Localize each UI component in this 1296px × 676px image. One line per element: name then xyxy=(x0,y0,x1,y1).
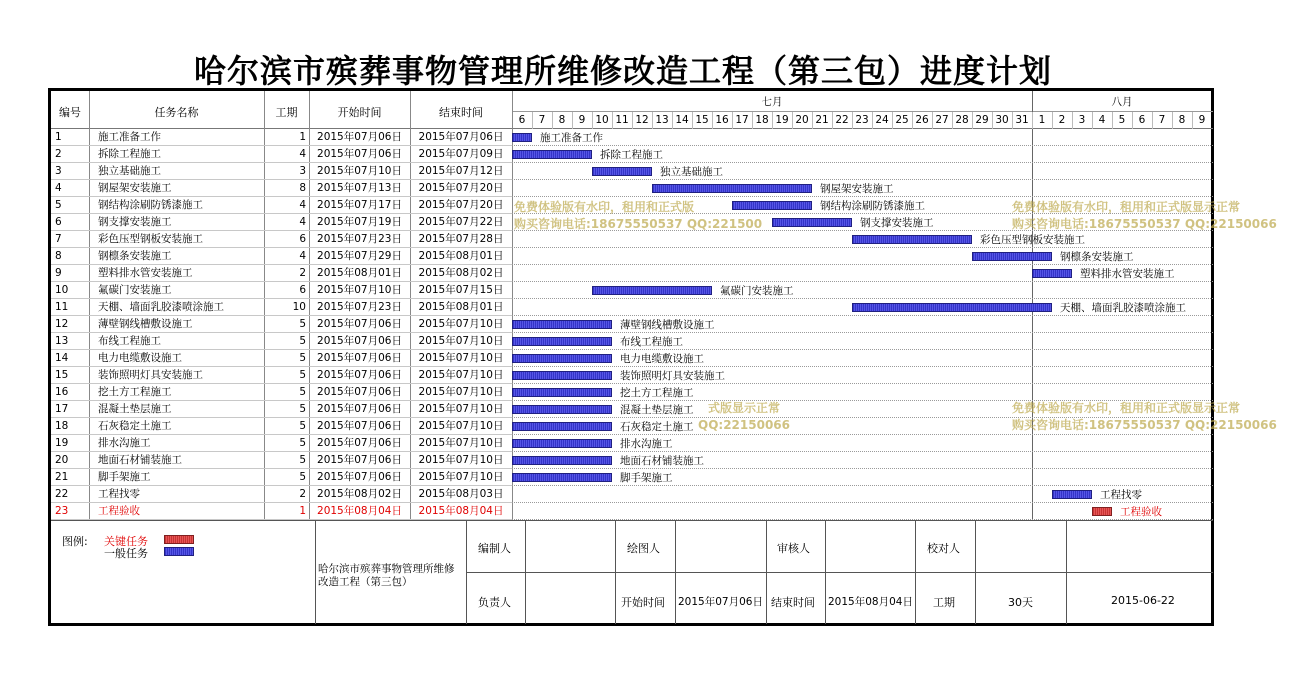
gantt-row-divider xyxy=(512,434,1213,435)
footer-start-value: 2015年07月06日 xyxy=(678,596,763,608)
task-name: 独立基础施工 xyxy=(98,165,161,177)
task-id: 3 xyxy=(55,165,62,177)
gantt-row-divider xyxy=(512,502,1213,503)
task-id: 6 xyxy=(55,216,62,228)
task-bar[interactable] xyxy=(512,320,612,329)
month-august: 八月 xyxy=(1111,96,1133,108)
day-number: 17 xyxy=(735,114,749,126)
day-number: 12 xyxy=(635,114,649,126)
task-duration: 5 xyxy=(299,386,306,398)
day-divider xyxy=(612,112,613,129)
legend-critical-swatch xyxy=(164,535,194,544)
task-id: 7 xyxy=(55,233,62,245)
gantt-row-divider xyxy=(512,451,1213,452)
task-end: 2015年08月02日 xyxy=(418,267,504,279)
day-divider xyxy=(872,112,873,129)
task-duration: 2 xyxy=(299,267,306,279)
day-number: 10 xyxy=(595,114,609,126)
day-divider xyxy=(812,112,813,129)
watermark-text: 式版显示正常 xyxy=(708,401,781,415)
task-duration: 6 xyxy=(299,233,306,245)
task-start: 2015年07月29日 xyxy=(317,250,402,262)
day-number: 25 xyxy=(895,114,909,126)
task-id: 19 xyxy=(55,437,69,449)
task-id: 21 xyxy=(55,471,69,483)
task-duration: 4 xyxy=(299,216,306,228)
task-name: 拆除工程施工 xyxy=(98,148,161,160)
task-bar[interactable] xyxy=(512,150,592,159)
gantt-row-divider xyxy=(512,468,1213,469)
task-name: 钢屋架安装施工 xyxy=(98,182,172,194)
gantt-row-divider xyxy=(512,332,1213,333)
day-number: 23 xyxy=(855,114,869,126)
footer-editor-label: 编制人 xyxy=(478,542,511,555)
watermark-text: 免费体验版有水印，租用和正式版显示正常 xyxy=(1012,200,1241,214)
day-divider xyxy=(752,112,753,129)
task-id: 13 xyxy=(55,335,69,347)
day-number: 13 xyxy=(655,114,669,126)
footer-reviewer-label: 审核人 xyxy=(777,542,810,555)
day-divider xyxy=(1152,112,1153,129)
task-bar[interactable] xyxy=(512,337,612,346)
task-end: 2015年07月12日 xyxy=(418,165,504,177)
day-number: 29 xyxy=(975,114,989,126)
task-start: 2015年07月23日 xyxy=(317,301,402,313)
task-id: 15 xyxy=(55,369,69,381)
day-divider xyxy=(1172,112,1173,129)
day-number: 8 xyxy=(558,114,566,126)
day-number: 24 xyxy=(875,114,889,126)
task-duration: 4 xyxy=(299,199,306,211)
task-name: 钢结构涂刷防锈漆施工 xyxy=(98,199,203,211)
task-name: 薄壁钢线槽敷设施工 xyxy=(98,318,193,330)
day-divider xyxy=(632,112,633,129)
watermark-text: 购买咨询电话:18675550537 QQ:22150066 xyxy=(1012,217,1277,231)
task-end: 2015年07月10日 xyxy=(418,471,504,483)
task-start: 2015年07月06日 xyxy=(317,352,402,364)
gantt-row-divider xyxy=(512,383,1213,384)
day-divider xyxy=(932,112,933,129)
task-duration: 4 xyxy=(299,148,306,160)
task-duration: 3 xyxy=(299,165,306,177)
task-start: 2015年08月04日 xyxy=(317,505,402,517)
header-end: 结束时间 xyxy=(439,106,483,119)
task-bar-label: 钢屋架安装施工 xyxy=(820,183,894,195)
task-name: 彩色压型钢板安装施工 xyxy=(98,233,203,245)
task-duration: 1 xyxy=(299,505,306,517)
task-name: 工程找零 xyxy=(98,488,140,500)
task-id: 16 xyxy=(55,386,69,398)
day-number: 6 xyxy=(518,114,526,126)
day-divider xyxy=(592,112,593,129)
day-divider xyxy=(712,112,713,129)
task-bar-label: 排水沟施工 xyxy=(620,438,673,450)
watermark-text: 购买咨询电话:18675550537 QQ:22150066 xyxy=(1012,418,1277,432)
task-bar-label: 工程找零 xyxy=(1100,489,1142,501)
task-bar[interactable] xyxy=(512,405,612,414)
task-bar[interactable] xyxy=(512,473,612,482)
task-id: 20 xyxy=(55,454,69,466)
day-divider xyxy=(1112,112,1113,129)
task-duration: 5 xyxy=(299,369,306,381)
task-name: 塑料排水管安装施工 xyxy=(98,267,193,279)
day-divider xyxy=(772,112,773,129)
day-number: 3 xyxy=(1078,114,1086,126)
task-name: 施工准备工作 xyxy=(98,131,161,143)
day-number: 6 xyxy=(1138,114,1146,126)
day-divider xyxy=(992,112,993,129)
day-number: 14 xyxy=(675,114,689,126)
task-duration: 1 xyxy=(299,131,306,143)
task-start: 2015年07月06日 xyxy=(317,403,402,415)
task-id: 9 xyxy=(55,267,62,279)
day-number: 19 xyxy=(775,114,789,126)
day-number: 11 xyxy=(615,114,629,126)
task-start: 2015年07月06日 xyxy=(317,471,402,483)
gantt-row-divider xyxy=(512,196,1213,197)
task-start: 2015年07月19日 xyxy=(317,216,402,228)
task-name: 脚手架施工 xyxy=(98,471,151,483)
task-bar-label: 石灰稳定土施工 xyxy=(620,421,694,433)
task-duration: 5 xyxy=(299,471,306,483)
task-start: 2015年07月06日 xyxy=(317,454,402,466)
task-id: 22 xyxy=(55,488,69,500)
footer-project-name: 哈尔滨市殡葬事物管理所维修改造工程（第三包） xyxy=(318,563,455,588)
legend-label: 图例: xyxy=(62,535,88,548)
task-bar-label: 挖土方工程施工 xyxy=(620,387,694,399)
task-duration: 5 xyxy=(299,352,306,364)
task-duration: 5 xyxy=(299,454,306,466)
day-divider xyxy=(852,112,853,129)
task-name: 地面石材铺装施工 xyxy=(98,454,182,466)
gantt-row-divider xyxy=(512,145,1213,146)
task-duration: 5 xyxy=(299,335,306,347)
task-duration: 5 xyxy=(299,318,306,330)
task-duration: 5 xyxy=(299,403,306,415)
task-bar[interactable] xyxy=(512,354,612,363)
day-number: 1 xyxy=(1038,114,1046,126)
task-duration: 10 xyxy=(292,301,306,313)
task-bar-label: 工程验收 xyxy=(1120,506,1162,518)
footer-drawer-label: 绘图人 xyxy=(627,542,660,555)
day-divider xyxy=(1012,112,1013,129)
day-number: 30 xyxy=(995,114,1009,126)
gantt-row-divider xyxy=(512,162,1213,163)
day-divider xyxy=(732,112,733,129)
day-divider xyxy=(792,112,793,129)
day-number: 5 xyxy=(1118,114,1126,126)
task-bar[interactable] xyxy=(772,218,852,227)
task-start: 2015年07月10日 xyxy=(317,284,402,296)
day-number: 26 xyxy=(915,114,929,126)
day-divider xyxy=(892,112,893,129)
task-name: 石灰稳定土施工 xyxy=(98,420,172,432)
task-bar-label: 塑料排水管安装施工 xyxy=(1080,268,1175,280)
day-number: 2 xyxy=(1058,114,1066,126)
day-number: 20 xyxy=(795,114,809,126)
legend-normal-label: 一般任务 xyxy=(104,547,148,560)
task-end: 2015年08月03日 xyxy=(418,488,504,500)
task-bar-label: 脚手架施工 xyxy=(620,472,673,484)
task-bar-label: 氟碳门安装施工 xyxy=(720,285,794,297)
task-id: 5 xyxy=(55,199,62,211)
task-duration: 4 xyxy=(299,250,306,262)
task-bar[interactable] xyxy=(512,422,612,431)
gantt-row-divider xyxy=(512,349,1213,350)
task-end: 2015年08月04日 xyxy=(418,505,504,517)
task-bar-label: 彩色压型钢板安装施工 xyxy=(980,234,1085,246)
day-number: 15 xyxy=(695,114,709,126)
task-duration: 6 xyxy=(299,284,306,296)
task-start: 2015年07月06日 xyxy=(317,318,402,330)
day-divider xyxy=(532,112,533,129)
task-duration: 2 xyxy=(299,488,306,500)
task-name: 钢檩条安装施工 xyxy=(98,250,172,262)
task-bar-label: 电力电缆敷设施工 xyxy=(620,353,704,365)
day-divider xyxy=(1052,112,1053,129)
task-bar-label: 独立基础施工 xyxy=(660,166,723,178)
gantt-row-divider xyxy=(512,366,1213,367)
task-id: 8 xyxy=(55,250,62,262)
task-start: 2015年07月06日 xyxy=(317,148,402,160)
task-end: 2015年08月01日 xyxy=(418,301,504,313)
task-id: 11 xyxy=(55,301,69,313)
task-end: 2015年07月20日 xyxy=(418,199,504,211)
day-divider xyxy=(1132,112,1133,129)
task-bar[interactable] xyxy=(972,252,1052,261)
day-number: 22 xyxy=(835,114,849,126)
task-bar-label: 钢支撑安装施工 xyxy=(860,217,934,229)
task-name: 天棚、墙面乳胶漆喷涂施工 xyxy=(98,301,224,313)
task-bar-label: 薄壁钢线槽敷设施工 xyxy=(620,319,715,331)
day-number: 28 xyxy=(955,114,969,126)
task-name: 氟碳门安装施工 xyxy=(98,284,172,296)
task-start: 2015年08月01日 xyxy=(317,267,402,279)
gantt-row-divider xyxy=(512,264,1213,265)
task-name: 装饰照明灯具安装施工 xyxy=(98,369,203,381)
day-number: 9 xyxy=(1198,114,1206,126)
day-number: 7 xyxy=(538,114,546,126)
header-task-name: 任务名称 xyxy=(154,106,199,119)
task-name: 工程验收 xyxy=(98,505,140,517)
task-id: 14 xyxy=(55,352,69,364)
task-bar[interactable] xyxy=(512,371,612,380)
day-number: 9 xyxy=(578,114,586,126)
day-number: 16 xyxy=(715,114,729,126)
task-start: 2015年07月06日 xyxy=(317,131,402,143)
task-bar[interactable] xyxy=(512,388,612,397)
legend-critical-label: 关键任务 xyxy=(104,535,148,548)
task-end: 2015年07月10日 xyxy=(418,386,504,398)
task-end: 2015年08月01日 xyxy=(418,250,504,262)
task-bar-label: 施工准备工作 xyxy=(540,132,603,144)
task-name: 布线工程施工 xyxy=(98,335,161,347)
task-bar[interactable] xyxy=(1032,269,1072,278)
task-start: 2015年07月10日 xyxy=(317,165,402,177)
footer-date-value: 2015-06-22 xyxy=(1111,594,1175,607)
day-number: 31 xyxy=(1015,114,1029,126)
task-bar[interactable] xyxy=(852,303,1052,312)
task-bar-label: 装饰照明灯具安装施工 xyxy=(620,370,725,382)
task-start: 2015年07月17日 xyxy=(317,199,402,211)
day-number: 27 xyxy=(935,114,949,126)
footer-duration-label: 工期 xyxy=(933,596,955,609)
gantt-row-divider xyxy=(512,485,1213,486)
task-start: 2015年07月06日 xyxy=(317,437,402,449)
day-divider xyxy=(692,112,693,129)
task-duration: 8 xyxy=(299,182,306,194)
day-divider xyxy=(652,112,653,129)
day-divider xyxy=(1092,112,1093,129)
watermark-text: 免费体验版有水印，租用和正式版显示正常 xyxy=(1012,401,1241,415)
task-id: 12 xyxy=(55,318,69,330)
day-divider xyxy=(952,112,953,129)
day-number: 8 xyxy=(1178,114,1186,126)
day-number: 18 xyxy=(755,114,769,126)
task-end: 2015年07月10日 xyxy=(418,437,504,449)
task-name: 挖土方工程施工 xyxy=(98,386,172,398)
task-id: 4 xyxy=(55,182,62,194)
task-bar[interactable] xyxy=(512,133,532,142)
gantt-row-divider xyxy=(512,281,1213,282)
watermark-text: 购买咨询电话:18675550537 QQ:221500 xyxy=(514,217,763,231)
task-id: 1 xyxy=(55,131,62,143)
watermark-text: 免费体验版有水印，租用和正式版 xyxy=(514,200,695,214)
task-bar[interactable] xyxy=(732,201,812,210)
day-number: 4 xyxy=(1098,114,1106,126)
day-divider xyxy=(972,112,973,129)
task-start: 2015年07月06日 xyxy=(317,335,402,347)
task-name: 电力电缆敷设施工 xyxy=(98,352,182,364)
day-divider xyxy=(1072,112,1073,129)
task-start: 2015年07月06日 xyxy=(317,369,402,381)
task-bar[interactable] xyxy=(652,184,812,193)
task-id: 17 xyxy=(55,403,69,415)
critical-task-bar[interactable] xyxy=(1092,507,1112,516)
task-end: 2015年07月22日 xyxy=(418,216,504,228)
task-bar[interactable] xyxy=(592,167,652,176)
task-end: 2015年07月20日 xyxy=(418,182,504,194)
task-start: 2015年07月23日 xyxy=(317,233,402,245)
day-divider xyxy=(552,112,553,129)
task-bar[interactable] xyxy=(512,439,612,448)
task-id: 23 xyxy=(55,505,69,517)
gantt-row-divider xyxy=(512,298,1213,299)
task-bar-label: 钢结构涂刷防锈漆施工 xyxy=(820,200,925,212)
footer-owner-label: 负责人 xyxy=(478,596,511,609)
task-duration: 5 xyxy=(299,420,306,432)
gantt-row-divider xyxy=(512,247,1213,248)
task-bar-label: 混凝土垫层施工 xyxy=(620,404,694,416)
day-divider xyxy=(572,112,573,129)
footer-end-label: 结束时间 xyxy=(771,596,815,609)
legend-normal-swatch xyxy=(164,547,194,556)
gantt-row-divider xyxy=(512,179,1213,180)
task-name: 混凝土垫层施工 xyxy=(98,403,172,415)
task-start: 2015年07月06日 xyxy=(317,420,402,432)
task-id: 10 xyxy=(55,284,69,296)
task-bar[interactable] xyxy=(512,456,612,465)
task-bar-label: 布线工程施工 xyxy=(620,336,683,348)
day-number: 7 xyxy=(1158,114,1166,126)
task-start: 2015年07月13日 xyxy=(317,182,402,194)
day-divider xyxy=(832,112,833,129)
task-bar-label: 钢檩条安装施工 xyxy=(1060,251,1134,263)
column-divider xyxy=(89,91,90,520)
task-end: 2015年07月15日 xyxy=(418,284,504,296)
day-divider xyxy=(1032,112,1033,129)
footer-end-value: 2015年08月04日 xyxy=(828,596,913,608)
task-start: 2015年08月02日 xyxy=(317,488,402,500)
task-end: 2015年07月10日 xyxy=(418,369,504,381)
header-id: 编号 xyxy=(59,106,81,119)
task-end: 2015年07月10日 xyxy=(418,318,504,330)
task-bar[interactable] xyxy=(592,286,712,295)
task-name: 排水沟施工 xyxy=(98,437,151,449)
day-divider xyxy=(672,112,673,129)
task-end: 2015年07月10日 xyxy=(418,420,504,432)
page-title: 哈尔滨市殡葬事物管理所维修改造工程（第三包）进度计划 xyxy=(193,52,1052,90)
gantt-row-divider xyxy=(512,315,1213,316)
task-bar-label: 地面石材铺装施工 xyxy=(620,455,704,467)
header-duration: 工期 xyxy=(275,106,298,119)
task-end: 2015年07月10日 xyxy=(418,335,504,347)
task-end: 2015年07月28日 xyxy=(418,233,504,245)
day-divider xyxy=(912,112,913,129)
task-bar[interactable] xyxy=(852,235,972,244)
task-end: 2015年07月09日 xyxy=(418,148,504,160)
task-end: 2015年07月10日 xyxy=(418,403,504,415)
footer-start-label: 开始时间 xyxy=(621,596,665,609)
task-bar-label: 拆除工程施工 xyxy=(600,149,663,161)
footer-duration-value: 30天 xyxy=(1008,596,1033,609)
day-number: 21 xyxy=(815,114,829,126)
watermark-text: QQ:22150066 xyxy=(698,418,790,432)
task-bar[interactable] xyxy=(1052,490,1092,499)
task-duration: 5 xyxy=(299,437,306,449)
footer-checker-label: 校对人 xyxy=(927,542,960,555)
task-start: 2015年07月06日 xyxy=(317,386,402,398)
task-id: 18 xyxy=(55,420,69,432)
task-id: 2 xyxy=(55,148,62,160)
task-end: 2015年07月06日 xyxy=(418,131,504,143)
header-start: 开始时间 xyxy=(337,106,382,119)
task-end: 2015年07月10日 xyxy=(418,352,504,364)
task-bar-label: 天棚、墙面乳胶漆喷涂施工 xyxy=(1060,302,1186,314)
month-july: 七月 xyxy=(761,96,783,108)
task-name: 钢支撑安装施工 xyxy=(98,216,172,228)
task-end: 2015年07月10日 xyxy=(418,454,504,466)
day-divider xyxy=(1192,112,1193,129)
